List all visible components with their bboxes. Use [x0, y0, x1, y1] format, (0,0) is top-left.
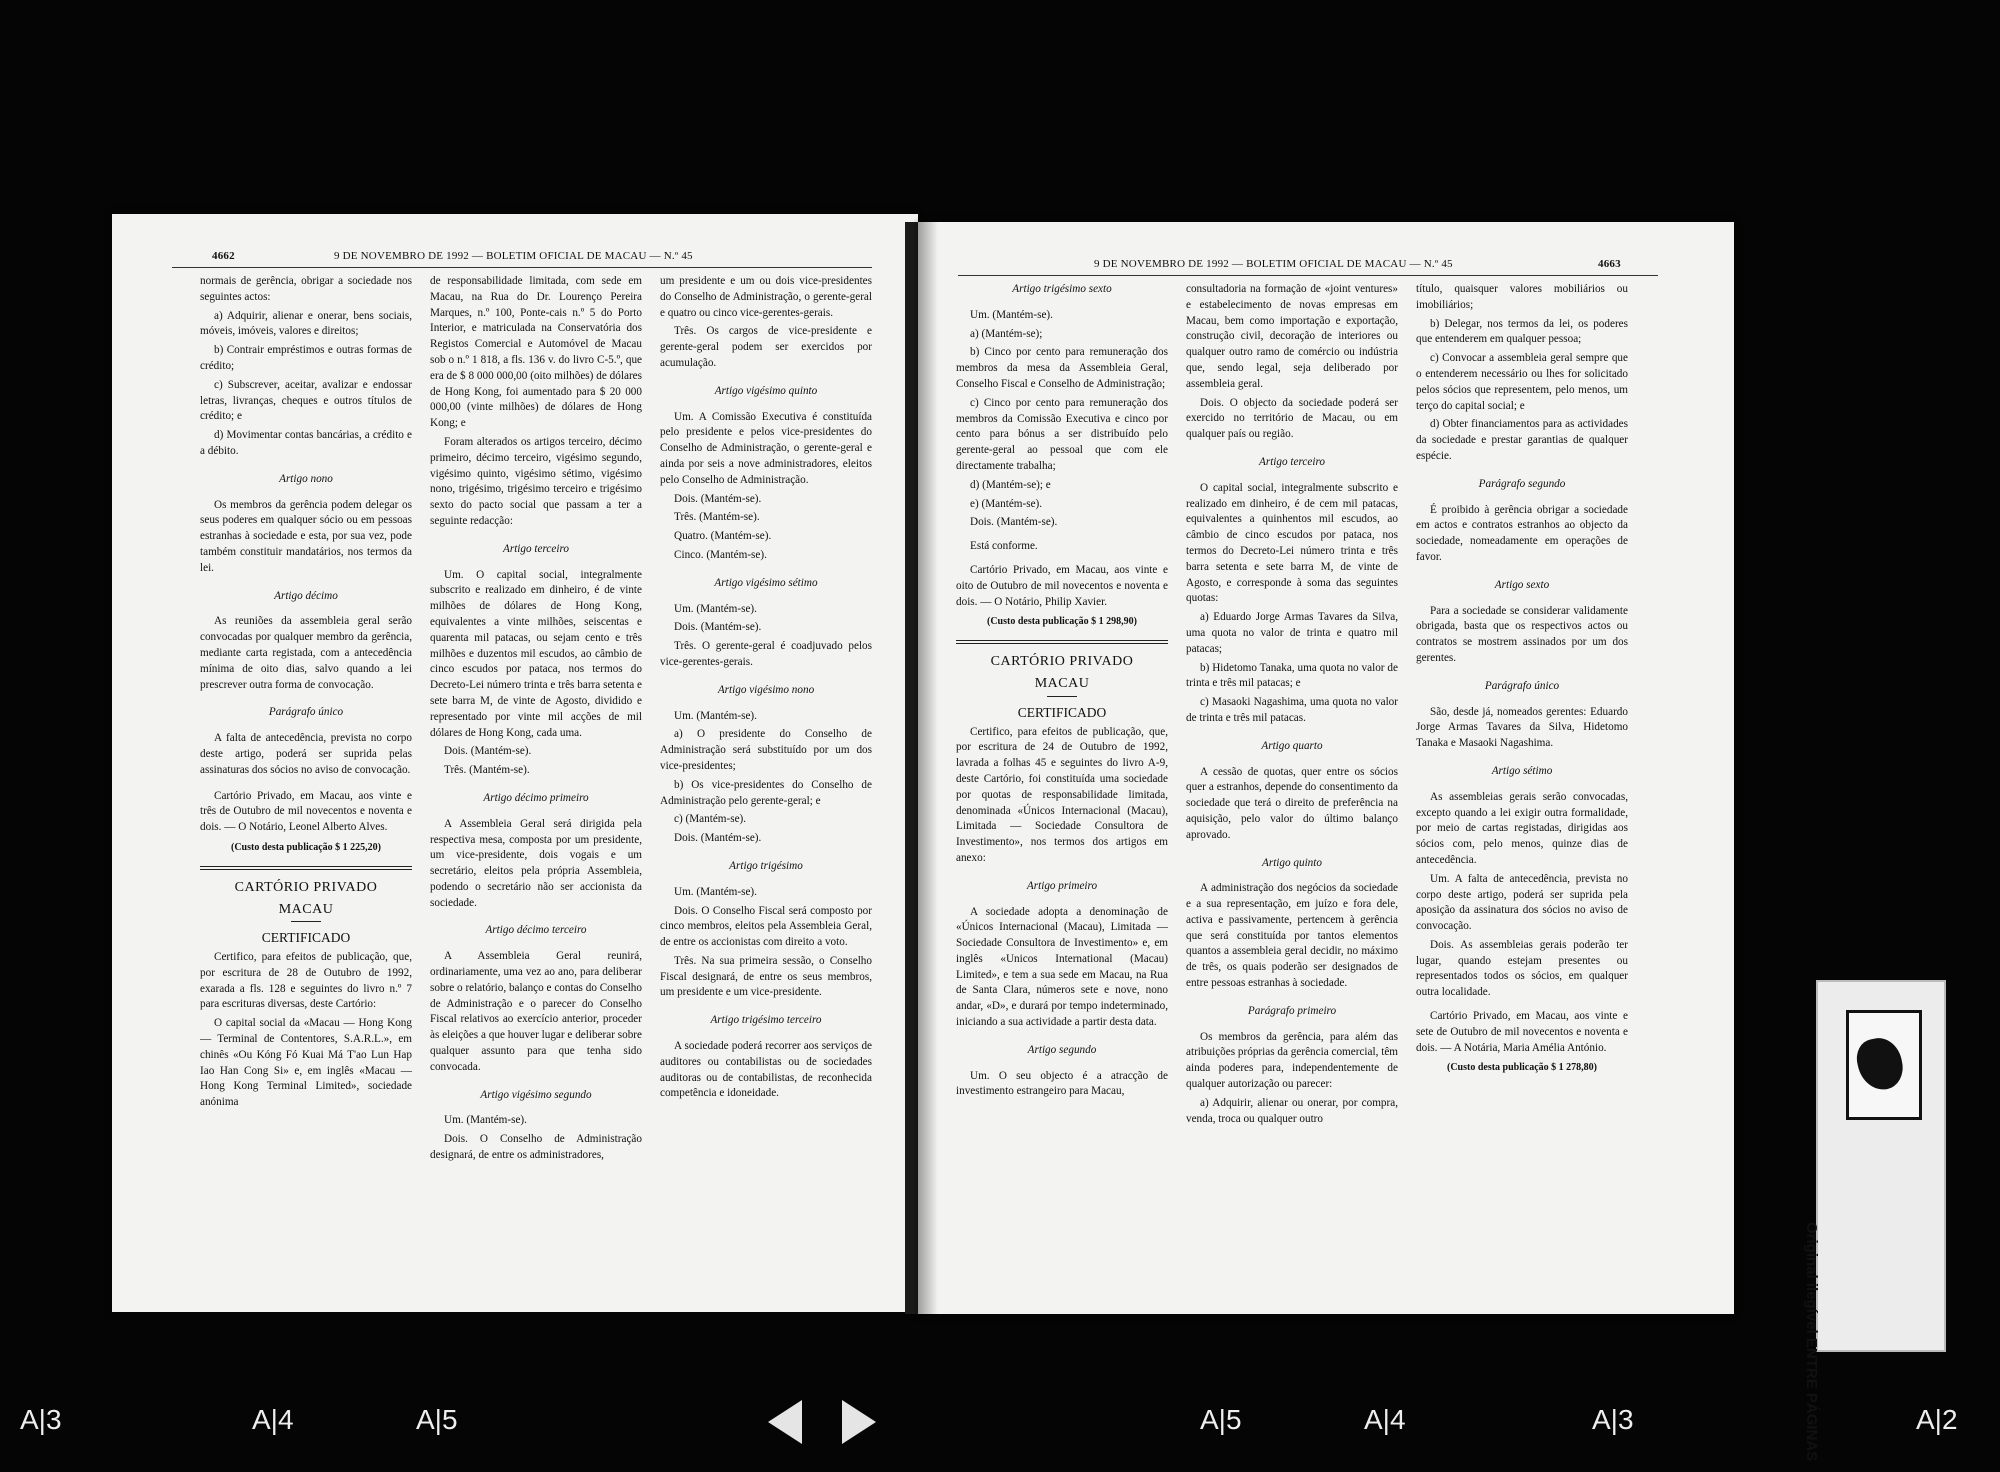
section-divider — [956, 640, 1168, 644]
right-page — [918, 222, 1734, 1314]
section-title-city: MACAU — [1034, 675, 1090, 691]
paragraph: Dois. O Conselho Fiscal será composto por cinco membros, eleitos pela Assembleia Geral, de entre os accionistas com direito a voto. — [660, 904, 872, 949]
paragraph: c) Subscrever, aceitar, avalizar e endossar letras, livranças, cheques e outros títulos de crédito; e — [200, 378, 412, 423]
article-heading: Parágrafo segundo — [1478, 477, 1566, 490]
paragraph: Três. Os cargos de vice-presidente e gerente-geral podem ser exercidos por acumulação. — [660, 325, 872, 369]
section-subtitle: CERTIFICADO — [261, 930, 351, 946]
article-heading: Artigo trigésimo — [729, 859, 803, 872]
mini-rule — [291, 921, 321, 922]
left-page-number: 4662 — [212, 250, 235, 262]
article-heading: Artigo quinto — [1262, 856, 1322, 869]
paragraph: Três. O gerente-geral é coadjuvado pelos vice-gerentes-gerais. — [660, 640, 872, 668]
right-column-1 — [956, 282, 1168, 1103]
paragraph: título, quaisquer valores mobiliários ou imobiliários; — [1416, 283, 1628, 311]
paragraph: c) (Mantém-se). — [674, 813, 747, 826]
article-heading: Artigo décimo — [274, 589, 338, 602]
film-frame-label: A|5 — [416, 1404, 458, 1435]
article-heading: Artigo quarto — [1261, 739, 1323, 752]
sticker-label: Original ilegível ENTRE PÁGINAS — [1803, 1222, 1820, 1462]
paragraph: Dois. O Conselho de Administração designará, de entre os administradores, — [430, 1133, 642, 1162]
paragraph: Os membros da gerência podem delegar os seus poderes em qualquer sócio ou em pessoas estranhas à sociedade e esta, por sua vez, pode também constituir mandatários, nos termos da lei. — [200, 498, 412, 574]
article-heading: Artigo vigésimo segundo — [480, 1088, 592, 1101]
right-column-2 — [1186, 282, 1398, 1130]
paragraph: b) Contrair empréstimos e outras formas de crédito; — [200, 344, 412, 372]
section-subtitle: CERTIFICADO — [1017, 704, 1107, 720]
article-heading: Artigo décimo terceiro — [485, 924, 587, 937]
paragraph: O capital social, integralmente subscrito e realizado em dinheiro, é de cem mil patacas, equivalentes a quinhentos mil escudos, ao câmbio de cinco escudos por pataca, nos termos do Decreto-Lei número trinta e três barra setenta e sete barra M, de vinte de Agosto, e corresponde à soma das seguintes quotas: — [1186, 481, 1398, 605]
article-heading: Artigo terceiro — [1259, 455, 1325, 468]
paragraph: c) Masaoki Nagashima, uma quota no valor de trinta e três mil patacas. — [1186, 696, 1398, 724]
article-heading: Artigo décimo primeiro — [483, 791, 589, 804]
paragraph: c) Convocar a assembleia geral sempre que o entenderem necessário ou lhes for solicitado pelos sócios que representem, pelo menos, um terço do capital social; e — [1416, 352, 1628, 412]
left-column-3 — [660, 274, 872, 1105]
article-heading: Parágrafo único — [1484, 679, 1560, 692]
article-heading: Artigo terceiro — [503, 542, 569, 555]
article-heading: Parágrafo único — [268, 706, 344, 719]
section-title-city: MACAU — [278, 901, 334, 917]
paragraph: d) (Mantém-se); e — [970, 478, 1051, 491]
film-frame-label: A|2 — [1916, 1404, 1958, 1435]
film-frame-label: A|3 — [20, 1404, 62, 1435]
paragraph: A falta de antecedência, prevista no corpo deste artigo, poderá ser suprida pelas assinaturas dos sócios no aviso de convocação. — [200, 732, 412, 776]
paragraph: b) Cinco por cento para remuneração dos membros da mesa da Assembleia Geral, Conselho Fiscal e Conselho de Administração; — [956, 346, 1168, 390]
paragraph: b) Os vice-presidentes do Conselho de Administração pelo gerente-geral; e — [660, 778, 872, 807]
left-page — [112, 214, 918, 1312]
paragraph: Um. A Comissão Executiva é constituída pelo presidente e pelos vice-presidentes do Conselho de Administração, o gerente-geral e ainda por seis a nove administradores, eleitos pelo Conselho de Administração. — [660, 410, 872, 486]
film-frame-label: A|3 — [1592, 1404, 1634, 1435]
paragraph: e) (Mantém-se). — [970, 497, 1043, 510]
paragraph: Três. Na sua primeira sessão, o Conselho Fiscal designará, de entre os seus membros, um presidente e um vice-presidente. — [660, 954, 872, 999]
publication-cost: (Custo desta publicação $ 1 298,90) — [986, 616, 1137, 628]
paragraph: a) O presidente do Conselho de Administração será substituído por um dos vice-presidentes; — [660, 728, 872, 772]
paragraph: Dois. (Mantém-se). — [674, 832, 762, 845]
paragraph: Dois. (Mantém-se). — [674, 492, 762, 505]
publication-cost: (Custo desta publicação $ 1 225,20) — [230, 841, 381, 853]
paragraph: Um. O capital social, integralmente subscrito e realizado em dinheiro, é de vinte milhões de dólares de Hong Kong, equivalentes a vinte milhões, seiscentas e quarenta mil patacas, ou sejam cento e três milhões e duzentos mil escudos, ao câmbio de cinco escudos por pataca, nos termos do Decreto-Lei número trinta e três barra setenta e sete barra M, de vinte de Agosto, dividido e representado por vinte mil acções de mil dólares de Hong Kong, cada uma. — [430, 568, 642, 739]
paragraph: b) Delegar, nos termos da lei, os poderes que entenderem em qualquer pessoa; — [1416, 317, 1628, 346]
paragraph: Três. (Mantém-se). — [674, 511, 760, 524]
paragraph: Certifico, para efeitos de publicação, que, por escritura de 28 de Outubro de 1992, exarada a fls. 128 e seguintes do livro n.º 7 para escrituras diversas, deste Cartório: — [200, 951, 412, 1011]
arrow-left-icon — [768, 1400, 802, 1444]
paragraph: a) (Mantém-se); — [970, 327, 1043, 340]
film-frame-label: A|4 — [1364, 1404, 1406, 1435]
article-heading: Artigo vigésimo sétimo — [714, 576, 818, 589]
paragraph: O capital social da «Macau — Hong Kong — Terminal de Contentores, S.A.R.L.», em chinês «Ou Kóng Fó Kuai Má T'ao Lun Hap Iao Han Cong Si» e, em inglês «Macau — Hong Kong Terminal Limited», sociedade anónima — [200, 1017, 412, 1109]
paragraph: Dois. (Mantém-se). — [674, 621, 762, 634]
paragraph: Um. O seu objecto é a atracção de investimento estrangeiro para Macau, — [956, 1069, 1168, 1098]
article-heading: Artigo trigésimo sexto — [1012, 283, 1112, 295]
paragraph: As assembleias gerais serão convocadas, excepto quando a lei exigir outra formalidade, por meio de cartas registadas, dirigidas aos sócios com, pelo menos, quinze dias de antecedência. — [1416, 790, 1628, 866]
paragraph: Certifico, para efeitos de publicação, que, por escritura de 24 de Outubro de 1992, lavrada a folhas 45 e seguintes do livro A-9, deste Cartório, foi constituída uma sociedade por quotas de responsabilidade limitada, denominada «Únicos Internacional (Macau), Limitada — Sociedade Consultora de Investimento», nos termos dos artigos em anexo: — [956, 725, 1168, 864]
paragraph: Um. (Mantém-se). — [970, 308, 1053, 321]
paragraph: Três. (Mantém-se). — [444, 764, 530, 777]
paragraph: normais de gerência, obrigar a sociedade nos seguintes actos: — [200, 275, 412, 303]
paragraph: A cessão de quotas, quer entre os sócios quer a estranhos, depende do consentimento da sociedade que terá o direito de preferência na aquisição, pelo valor do último balanço aprovado. — [1186, 765, 1398, 841]
article-heading: Artigo trigésimo terceiro — [710, 1014, 822, 1027]
paragraph: Foram alterados os artigos terceiro, décimo primeiro, décimo terceiro, vigésimo segundo, vigésimo quinto, vigésimo sétimo, vigésimo nono, trigésimo, trigésimo terceiro e trigésimo sexto do pacto social que passam a ter a seguinte redacção: — [430, 435, 642, 527]
paragraph: a) Eduardo Jorge Armas Tavares da Silva, uma quota no valor de trinta e quatro mil patacas; — [1186, 611, 1398, 655]
left-column-2 — [430, 274, 642, 1167]
paragraph: a) Adquirir, alienar ou onerar, por compra, venda, troca ou qualquer outro — [1186, 1096, 1398, 1125]
paragraph: Quatro. (Mantém-se). — [674, 530, 772, 543]
paragraph: Um. A falta de antecedência, prevista no corpo deste artigo, poderá ser suprida pela aposição da assinatura dos sócios no aviso de convocação. — [1416, 872, 1628, 933]
paragraph: Para a sociedade se considerar validamente obrigada, basta que os respectivos actos ou contratos se mostrem assinados por um dos gerentes. — [1416, 604, 1628, 664]
paragraph: d) Obter financiamentos para as actividades da sociedade e prestar garantias de qualquer espécie. — [1416, 418, 1628, 462]
paragraph: Um. (Mantém-se). — [674, 709, 757, 722]
left-page-header: 9 DE NOVEMBRO DE 1992 — BOLETIM OFICIAL DE MACAU — N.º 45 — [334, 250, 693, 262]
paragraph: c) Cinco por cento para remuneração dos membros da Comissão Executiva e cinco por cento para bónus a ser distribuído pelo gerente-geral ao pessoal que com ele directamente trabalha; — [956, 396, 1168, 472]
paragraph: A Assembleia Geral será dirigida pela respectiva mesa, composta por um presidente, um vice-presidente, dois vogais e um secretário, eleitos pela própria Assembleia, podendo o secretário não ser accionista da sociedade. — [430, 817, 642, 909]
paragraph: Está conforme. — [970, 540, 1038, 553]
section-divider — [200, 866, 412, 870]
gutter-shadow — [918, 222, 938, 1314]
paragraph: Um. (Mantém-se). — [444, 1114, 527, 1127]
section-title: CARTÓRIO PRIVADO — [990, 654, 1134, 670]
header-rule — [958, 275, 1658, 276]
article-heading: Artigo nono — [279, 472, 333, 485]
paragraph: Um. (Mantém-se). — [674, 885, 757, 898]
paragraph: A administração dos negócios da sociedade e a sua representação, em juízo e fora dele, activa e passivamente, pertencem à gerência que será constituída por tantos elementos quantos a assembleia geral decidir, no máximo de três, os quais poderão ser designados de entre pessoas estranhas à sociedade. — [1186, 882, 1398, 990]
film-frame-label: A|4 — [252, 1404, 294, 1435]
paragraph: A sociedade adopta a denominação de «Únicos Internacional (Macau), Limitada — Sociedade Consultora de Investimento» e, em inglês «Unicos International (Macau) Limited», e tem a sua sede em Macau, na Rua de Santa Clara, números sete e nove, nono andar, «D», e durará por tempo indeterminado, iniciando a sua actividade a partir desta data. — [956, 905, 1168, 1029]
paragraph: b) Hidetomo Tanaka, uma quota no valor de trinta e três mil patacas; e — [1186, 661, 1398, 690]
paragraph: de responsabilidade limitada, com sede em Macau, na Rua do Dr. Lourenço Pereira Marques, n.º 100, Ponte-cais n.º 5 do Porto Interior, e matriculada na Conservatória dos Registos Comercial e Automóvel de Macau sob o n.º 1 818, a fls. 136 v. do livro C-5.º, que era de $ 8 000 000,00 (oito milhões) de dólares de Hong Kong, foi aumentado para $ 20 000 000,00 (vinte milhões) de dólares de Hong Kong; e — [430, 275, 642, 430]
paragraph: São, desde já, nomeados gerentes: Eduardo Jorge Armas Tavares da Silva, Hidetomo Tanaka e Masaoki Nagashima. — [1416, 705, 1628, 750]
paragraph: a) Adquirir, alienar e onerar, bens sociais, móveis, imóveis, valores e direitos; — [200, 309, 412, 338]
paragraph: É proibido à gerência obrigar a sociedade em actos e contratos estranhos ao objecto da sociedade, nomeadamente em operações de favor. — [1416, 503, 1628, 563]
notary-signature: Cartório Privado, em Macau, aos vinte e sete de Outubro de mil novecentos e noventa e dois. — A Notária, Maria Amélia António. — [1416, 1010, 1628, 1054]
right-page-number: 4663 — [1598, 258, 1621, 270]
paragraph: A Assembleia Geral reunirá, ordinariamente, uma vez ao ano, para deliberar sobre o relatório, balanço e contas do Conselho de Administração e o parecer do Conselho Fiscal relativos ao exercício anterior, proceder às eleições a que houver lugar e deliberar sobre qualquer assunto para que tenha sido convocada. — [430, 950, 642, 1073]
notary-signature: Cartório Privado, em Macau, aos vinte e oito de Outubro de mil novecentos e noventa e dois. — O Notário, Philip Xavier. — [956, 563, 1168, 608]
article-heading: Artigo primeiro — [1026, 879, 1098, 892]
notary-signature: Cartório Privado, em Macau, aos vinte e três de Outubro de mil novecentos e noventa e dois. — O Notário, Leonel Alberto Alves. — [200, 789, 412, 834]
paragraph: Os membros da gerência, para além das atribuições próprias da gerência comercial, têm ainda poderes para, independentemente de qualquer autorização ou parecer: — [1186, 1030, 1398, 1091]
paragraph: Dois. O objecto da sociedade poderá ser exercido no território de Macau, ou em qualquer país ou região. — [1186, 396, 1398, 441]
paragraph: consultadoria na formação de «joint ventures» e estabelecimento de novas empresas em Macau, bem como importação e exportação, construção civil, decoração de interiores ou qualquer outro ramo de comércio ou indústria que, sendo legal, seja deliberado por assembleia geral. — [1186, 283, 1398, 390]
article-heading: Artigo sexto — [1494, 578, 1550, 591]
paragraph: Um. (Mantém-se). — [674, 602, 757, 615]
article-heading: Artigo vigésimo quinto — [714, 384, 818, 397]
paragraph: Dois. As assembleias gerais poderão ter lugar, quando estejam presentes ou representados todos os sócios, em qualquer outra localidade. — [1416, 938, 1628, 999]
mini-rule — [1047, 696, 1077, 697]
paragraph: Dois. (Mantém-se). — [444, 745, 532, 758]
paragraph: As reuniões da assembleia geral serão convocadas por qualquer membro da gerência, mediante carta registada, com a antecedência mínima de oito dias, salvo quando a lei prescrever outra forma de convocação. — [200, 615, 412, 691]
article-heading: Parágrafo primeiro — [1247, 1004, 1337, 1017]
right-column-3 — [1416, 282, 1628, 1084]
article-heading: Artigo sétimo — [1491, 764, 1553, 777]
publication-cost: (Custo desta publicação $ 1 278,80) — [1446, 1062, 1597, 1074]
film-frame-label: A|5 — [1200, 1404, 1242, 1435]
book-spine — [905, 222, 919, 1314]
paragraph: Cinco. (Mantém-se). — [674, 548, 767, 561]
section-title: CARTÓRIO PRIVADO — [234, 879, 378, 895]
right-page-header: 9 DE NOVEMBRO DE 1992 — BOLETIM OFICIAL DE MACAU — N.º 45 — [1094, 258, 1453, 270]
arrow-right-icon — [842, 1400, 876, 1444]
left-column-1 — [200, 274, 412, 1114]
paragraph: Dois. (Mantém-se). — [970, 516, 1058, 529]
paragraph: um presidente e um ou dois vice-presidentes do Conselho de Administração, o gerente-geral e quatro ou cinco vice-gerentes-gerais. — [660, 275, 872, 319]
article-heading: Artigo segundo — [1027, 1043, 1097, 1056]
paragraph: A sociedade poderá recorrer aos serviços de auditores ou contabilistas ou de sociedades auditoras ou de contabilistas, de reconhecida competência e idoneidade. — [660, 1040, 872, 1100]
paragraph: d) Movimentar contas bancárias, a crédito e a débito. — [200, 429, 412, 457]
article-heading: Artigo vigésimo nono — [717, 683, 815, 696]
header-rule — [172, 267, 872, 268]
